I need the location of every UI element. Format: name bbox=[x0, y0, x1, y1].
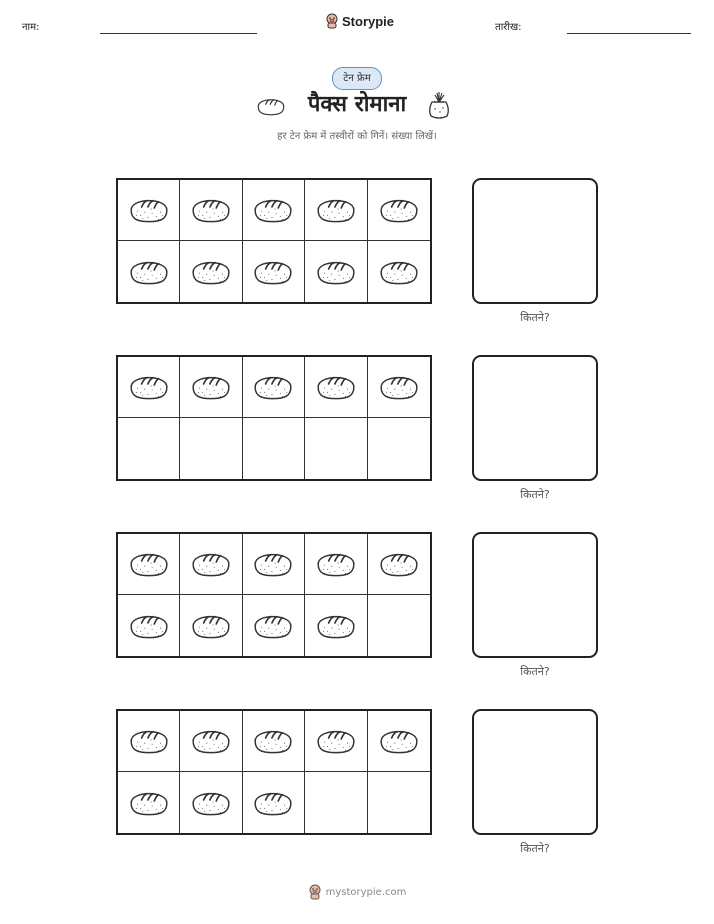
bread-loaf-icon bbox=[190, 607, 232, 645]
bread-loaf-icon bbox=[378, 545, 420, 583]
bread-loaf-icon bbox=[315, 368, 357, 406]
frame-cell bbox=[305, 357, 367, 418]
bread-loaf-icon bbox=[128, 253, 170, 291]
frame-cell bbox=[180, 772, 242, 833]
ten-frame-4 bbox=[116, 709, 432, 835]
ten-frame-1 bbox=[116, 178, 432, 304]
pig-mascot-icon bbox=[308, 884, 322, 900]
answer-box-1[interactable] bbox=[472, 178, 598, 304]
answer-box-4[interactable] bbox=[472, 709, 598, 835]
frame-cell bbox=[118, 711, 180, 772]
answer-box-3[interactable] bbox=[472, 532, 598, 658]
ten-frame-3 bbox=[116, 532, 432, 658]
brand-name: Storypie bbox=[342, 13, 395, 29]
pig-mascot-icon bbox=[325, 13, 339, 29]
frame-cell bbox=[180, 180, 242, 241]
ten-frame-2 bbox=[116, 355, 432, 481]
bread-loaf-icon bbox=[128, 368, 170, 406]
bread-loaf-icon bbox=[315, 191, 357, 229]
frame-cell bbox=[118, 418, 180, 479]
frame-cell bbox=[305, 241, 367, 302]
frame-cell bbox=[180, 357, 242, 418]
footer bbox=[0, 884, 714, 900]
frame-cell bbox=[180, 534, 242, 595]
frame-cell bbox=[243, 241, 305, 302]
frame-cell bbox=[368, 534, 430, 595]
bread-loaf-icon bbox=[128, 191, 170, 229]
bread-loaf-icon bbox=[190, 784, 232, 822]
frame-cell bbox=[368, 180, 430, 241]
frame-cell bbox=[368, 418, 430, 479]
frame-cell bbox=[243, 418, 305, 479]
bread-loaf-icon bbox=[315, 253, 357, 291]
bread-loaf-icon bbox=[190, 191, 232, 229]
frame-cell bbox=[368, 241, 430, 302]
bread-loaf-icon bbox=[252, 545, 294, 583]
bread-loaf-icon bbox=[252, 722, 294, 760]
bread-loaf-icon bbox=[378, 722, 420, 760]
how-many-label: कितने? bbox=[520, 311, 550, 324]
bread-loaf-icon bbox=[128, 784, 170, 822]
date-label: तारीख: bbox=[495, 22, 522, 33]
bread-loaf-icon bbox=[190, 545, 232, 583]
frame-cell bbox=[243, 595, 305, 656]
bread-loaf-icon bbox=[315, 607, 357, 645]
bread-loaf-icon bbox=[315, 722, 357, 760]
footer-url[interactable]: mystorypie.com bbox=[325, 886, 407, 898]
frame-cell bbox=[305, 772, 367, 833]
instructions: हर टेन फ्रेम में तस्वीरों को गिनें। संख्या लिखें। bbox=[277, 131, 437, 142]
frame-cell bbox=[368, 595, 430, 656]
bread-loaf-icon bbox=[252, 607, 294, 645]
bread-loaf-icon bbox=[252, 784, 294, 822]
name-line[interactable] bbox=[100, 33, 257, 34]
bread-loaf-icon bbox=[378, 191, 420, 229]
frame-cell bbox=[118, 241, 180, 302]
brand-logo bbox=[325, 13, 394, 29]
frame-cell bbox=[180, 241, 242, 302]
frame-cell bbox=[305, 418, 367, 479]
bread-loaf-icon bbox=[190, 722, 232, 760]
how-many-label: कितने? bbox=[520, 842, 550, 855]
frame-cell bbox=[180, 595, 242, 656]
bread-loaf-icon bbox=[190, 253, 232, 291]
answer-box-2[interactable] bbox=[472, 355, 598, 481]
bread-loaf-icon bbox=[190, 368, 232, 406]
frame-cell bbox=[118, 772, 180, 833]
frame-cell bbox=[368, 711, 430, 772]
bread-loaf-icon bbox=[252, 368, 294, 406]
frame-cell bbox=[118, 357, 180, 418]
date-line[interactable] bbox=[567, 33, 691, 34]
frame-cell bbox=[305, 534, 367, 595]
frame-cell bbox=[180, 711, 242, 772]
bread-loaf-icon bbox=[128, 722, 170, 760]
topic-badge: टेन फ्रेम bbox=[332, 67, 382, 90]
bread-loaf-icon bbox=[378, 253, 420, 291]
frame-cell bbox=[368, 357, 430, 418]
frame-cell bbox=[243, 772, 305, 833]
bread-loaf-icon bbox=[252, 191, 294, 229]
frame-cell bbox=[368, 772, 430, 833]
frame-cell bbox=[243, 711, 305, 772]
frame-cell bbox=[305, 711, 367, 772]
grain-sack-icon bbox=[426, 90, 452, 120]
frame-cell bbox=[305, 595, 367, 656]
page-title: पैक्स रोमाना bbox=[307, 92, 407, 117]
frame-cell bbox=[118, 180, 180, 241]
bread-loaf-icon bbox=[252, 253, 294, 291]
bread-loaf-icon bbox=[128, 545, 170, 583]
frame-cell bbox=[305, 180, 367, 241]
name-label: नाम: bbox=[22, 22, 40, 33]
bread-loaf-icon bbox=[315, 545, 357, 583]
frame-cell bbox=[243, 180, 305, 241]
frame-cell bbox=[180, 418, 242, 479]
how-many-label: कितने? bbox=[520, 488, 550, 501]
bread-loaf-icon bbox=[378, 368, 420, 406]
bread-loaf-icon bbox=[128, 607, 170, 645]
frame-cell bbox=[118, 534, 180, 595]
frame-cell bbox=[243, 357, 305, 418]
how-many-label: कितने? bbox=[520, 665, 550, 678]
frame-cell bbox=[243, 534, 305, 595]
frame-cell bbox=[118, 595, 180, 656]
